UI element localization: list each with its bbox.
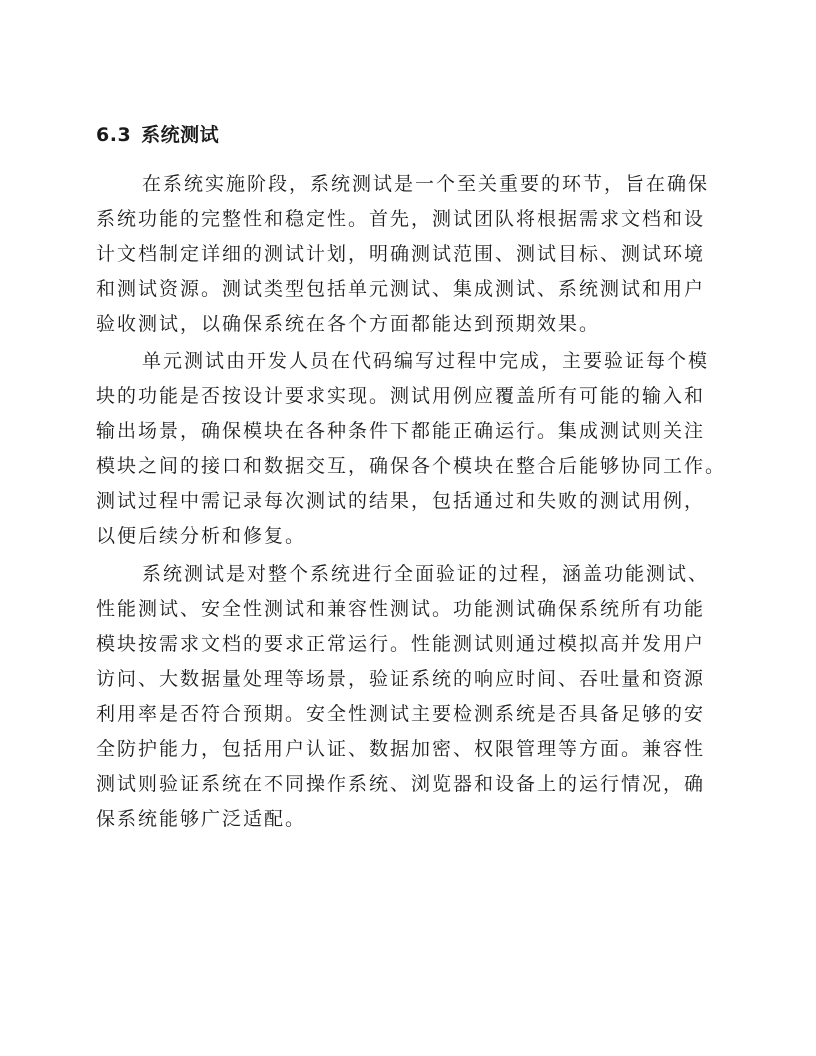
section-title-text: 系统测试 — [141, 124, 220, 146]
paragraph-1-line-2: 系统功能的完整性和稳定性。首先，测试团队将根据需求文档和设 — [96, 208, 706, 230]
paragraph-3-line-8: 保系统能够广泛适配。 — [96, 808, 307, 830]
paragraph-2-line-2: 块的功能是否按设计要求实现。测试用例应覆盖所有可能的输入和 — [96, 385, 706, 407]
paragraph-3-line-4: 访问、大数据量处理等场景，验证系统的响应时间、吞吐量和资源 — [96, 668, 706, 690]
paragraph-2-line-6: 以便后续分析和修复。 — [96, 525, 307, 547]
paragraph-3-line-5: 利用率是否符合预期。安全性测试主要检测系统是否具备足够的安 — [96, 703, 706, 725]
paragraph-3-line-2: 性能测试、安全性测试和兼容性测试。功能测试确保系统所有功能 — [96, 598, 706, 620]
section-heading — [96, 121, 219, 149]
paragraph-1-line-1: 在系统实施阶段，系统测试是一个至关重要的环节，旨在确保 — [142, 173, 710, 195]
paragraph-3-line-7: 测试则验证系统在不同操作系统、浏览器和设备上的运行情况，确 — [96, 773, 706, 795]
paragraph-3-line-1: 系统测试是对整个系统进行全面验证的过程，涵盖功能测试、 — [142, 563, 710, 585]
paragraph-1-line-4: 和测试资源。测试类型包括单元测试、集成测试、系统测试和用户 — [96, 278, 706, 300]
paragraph-2-line-4: 模块之间的接口和数据交互，确保各个模块在整合后能够协同工作。 — [96, 455, 727, 477]
section-number: 6.3 — [96, 124, 132, 146]
paragraph-2-line-3: 输出场景，确保模块在各种条件下都能正确运行。集成测试则关注 — [96, 420, 706, 442]
paragraph-2-line-1: 单元测试由开发人员在代码编写过程中完成，主要验证每个模 — [142, 350, 710, 372]
paragraph-2-line-5: 测试过程中需记录每次测试的结果，包括通过和失败的测试用例， — [96, 490, 706, 512]
paragraph-3-line-3: 模块按需求文档的要求正常运行。性能测试则通过模拟高并发用户 — [96, 633, 706, 655]
paragraph-1-line-3: 计文档制定详细的测试计划，明确测试范围、测试目标、测试环境 — [96, 243, 706, 265]
paragraph-1-line-5: 验收测试，以确保系统在各个方面都能达到预期效果。 — [96, 313, 601, 335]
paragraph-3-line-6: 全防护能力，包括用户认证、数据加密、权限管理等方面。兼容性 — [96, 738, 706, 760]
